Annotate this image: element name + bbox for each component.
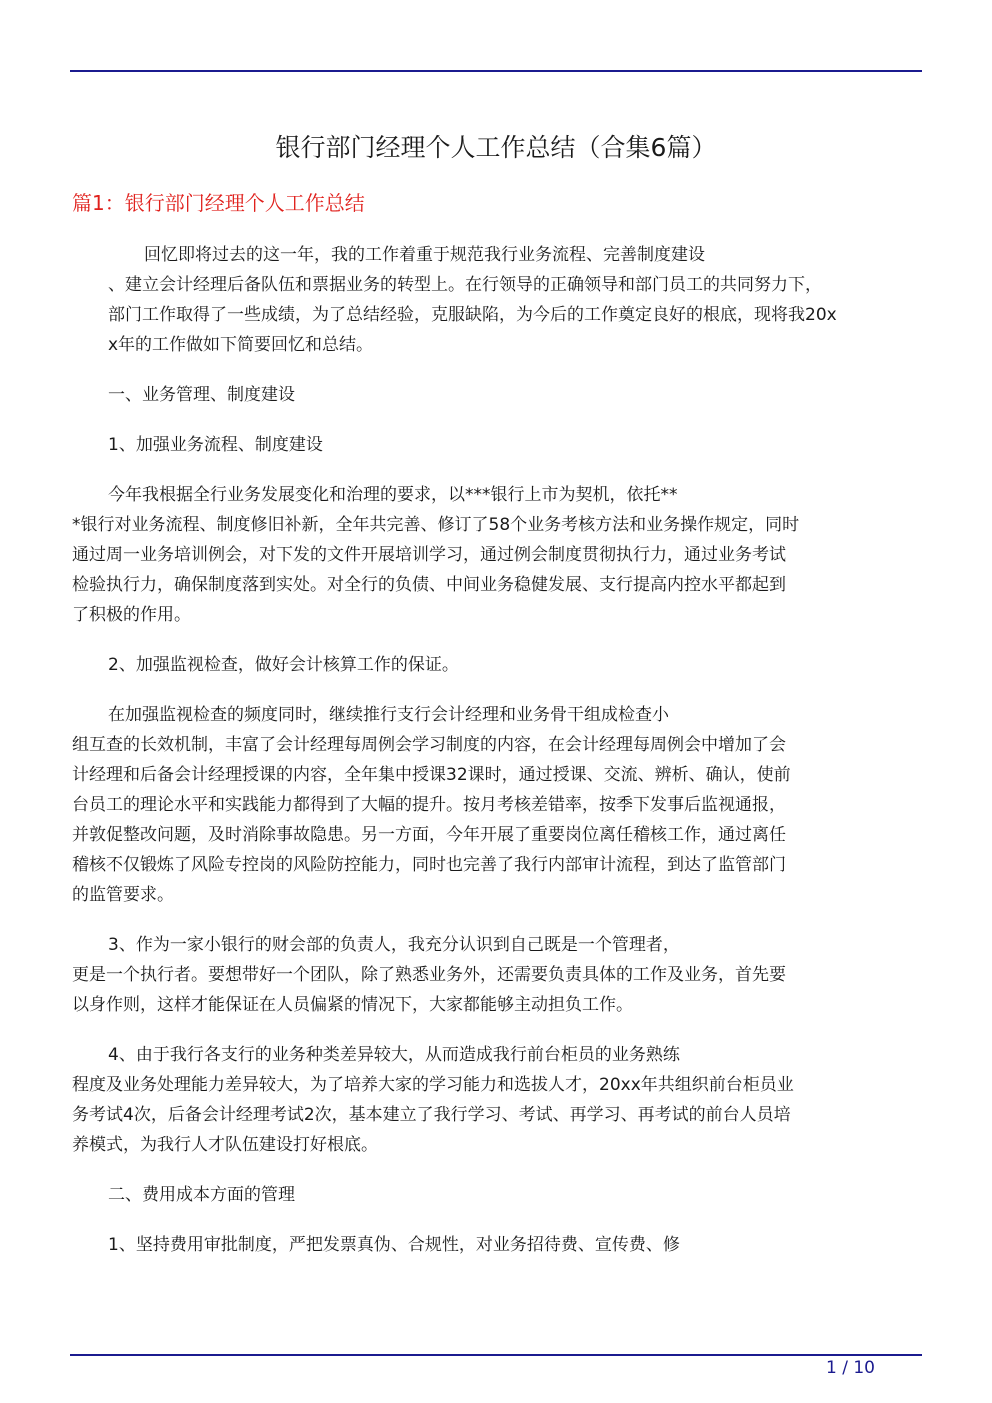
paragraph-line: 程度及业务处理能力差异较大，为了培养大家的学习能力和选拔人才，20xx年共组织前台柜员业 (72, 1075, 794, 1095)
paragraph-line: 的监管要求。 (72, 885, 174, 905)
paragraph-line: 通过周一业务培训例会，对下发的文件开展培训学习，通过例会制度贯彻执行力，通过业务考试 (72, 545, 786, 565)
section-heading: 篇1：银行部门经理个人工作总结 (72, 191, 365, 215)
paragraph-line: 务考试4次，后备会计经理考试2次，基本建立了我行学习、考试、再学习、再考试的前台人员培 (72, 1105, 791, 1125)
paragraph-line: 3、作为一家小银行的财会部的负责人，我充分认识到自己既是一个管理者， (108, 935, 680, 955)
document-body (72, 240, 922, 1260)
paragraph-line: 、建立会计经理后备队伍和票据业务的转型上。在行领导的正确领导和部门员工的共同努力下， (108, 275, 822, 295)
paragraph-line: 检验执行力，确保制度落到实处。对全行的负债、中间业务稳健发展、支行提高内控水平都起到 (72, 575, 786, 595)
paragraph-line: 组互查的长效机制，丰富了会计经理每周例会学习制度的内容，在会计经理每周例会中增加了会 (72, 735, 786, 755)
header-rule (70, 70, 922, 72)
paragraph (72, 240, 922, 360)
paragraph-line: 计经理和后备会计经理授课的内容，全年集中授课32课时，通过授课、交流、辨析、确认，使前 (72, 765, 791, 785)
paragraph-line: x年的工作做如下简要回忆和总结。 (108, 335, 374, 355)
paragraph-line: 部门工作取得了一些成绩，为了总结经验，克服缺陷，为今后的工作奠定良好的根底，现将我20x (108, 305, 837, 325)
subheading: 一、业务管理、制度建设 (108, 385, 295, 405)
paragraph-line: 以身作则，这样才能保证在人员偏紧的情况下，大家都能够主动担负工作。 (72, 995, 633, 1015)
paragraph-line: 更是一个执行者。要想带好一个团队，除了熟悉业务外，还需要负责具体的工作及业务，首先要 (72, 965, 786, 985)
paragraph-line: 了积极的作用。 (72, 605, 191, 625)
document-title: 银行部门经理个人工作总结（合集6篇） (275, 133, 717, 162)
paragraph-line: 今年我根据全行业务发展变化和治理的要求，以***银行上市为契机，依托** (108, 485, 678, 505)
footer-rule (70, 1354, 922, 1356)
paragraph-line: 4、由于我行各支行的业务种类差异较大，从而造成我行前台柜员的业务熟练 (108, 1045, 680, 1065)
paragraph-line: 并敦促整改问题，及时消除事故隐患。另一方面，今年开展了重要岗位离任稽核工作，通过离任 (72, 825, 786, 845)
paragraph (72, 1040, 922, 1160)
subheading: 1、加强业务流程、制度建设 (108, 435, 323, 455)
paragraph-line: 在加强监视检查的频度同时，继续推行支行会计经理和业务骨干组成检查小 (108, 705, 669, 725)
paragraph-line: 稽核不仅锻炼了风险专控岗的风险防控能力，同时也完善了我行内部审计流程，到达了监管部门 (72, 855, 786, 875)
paragraph (72, 930, 922, 1020)
paragraph-line: 回忆即将过去的这一年，我的工作着重于规范我行业务流程、完善制度建设 (144, 245, 705, 265)
paragraph-line: 台员工的理论水平和实践能力都得到了大幅的提升。按月考核差错率，按季下发事后监视通报， (72, 795, 786, 815)
page-number: 1 / 10 (826, 1358, 875, 1378)
subheading: 2、加强监视检查，做好会计核算工作的保证。 (108, 655, 459, 675)
paragraph-line: 养模式，为我行人才队伍建设打好根底。 (72, 1135, 378, 1155)
paragraph (72, 480, 922, 630)
subheading: 二、费用成本方面的管理 (108, 1185, 295, 1205)
paragraph-line: *银行对业务流程、制度修旧补新，全年共完善、修订了58个业务考核方法和业务操作规定，同时 (72, 515, 800, 535)
paragraph (72, 1230, 922, 1260)
paragraph (72, 700, 922, 910)
paragraph-line: 1、坚持费用审批制度，严把发票真伪、合规性，对业务招待费、宣传费、修 (108, 1235, 680, 1255)
